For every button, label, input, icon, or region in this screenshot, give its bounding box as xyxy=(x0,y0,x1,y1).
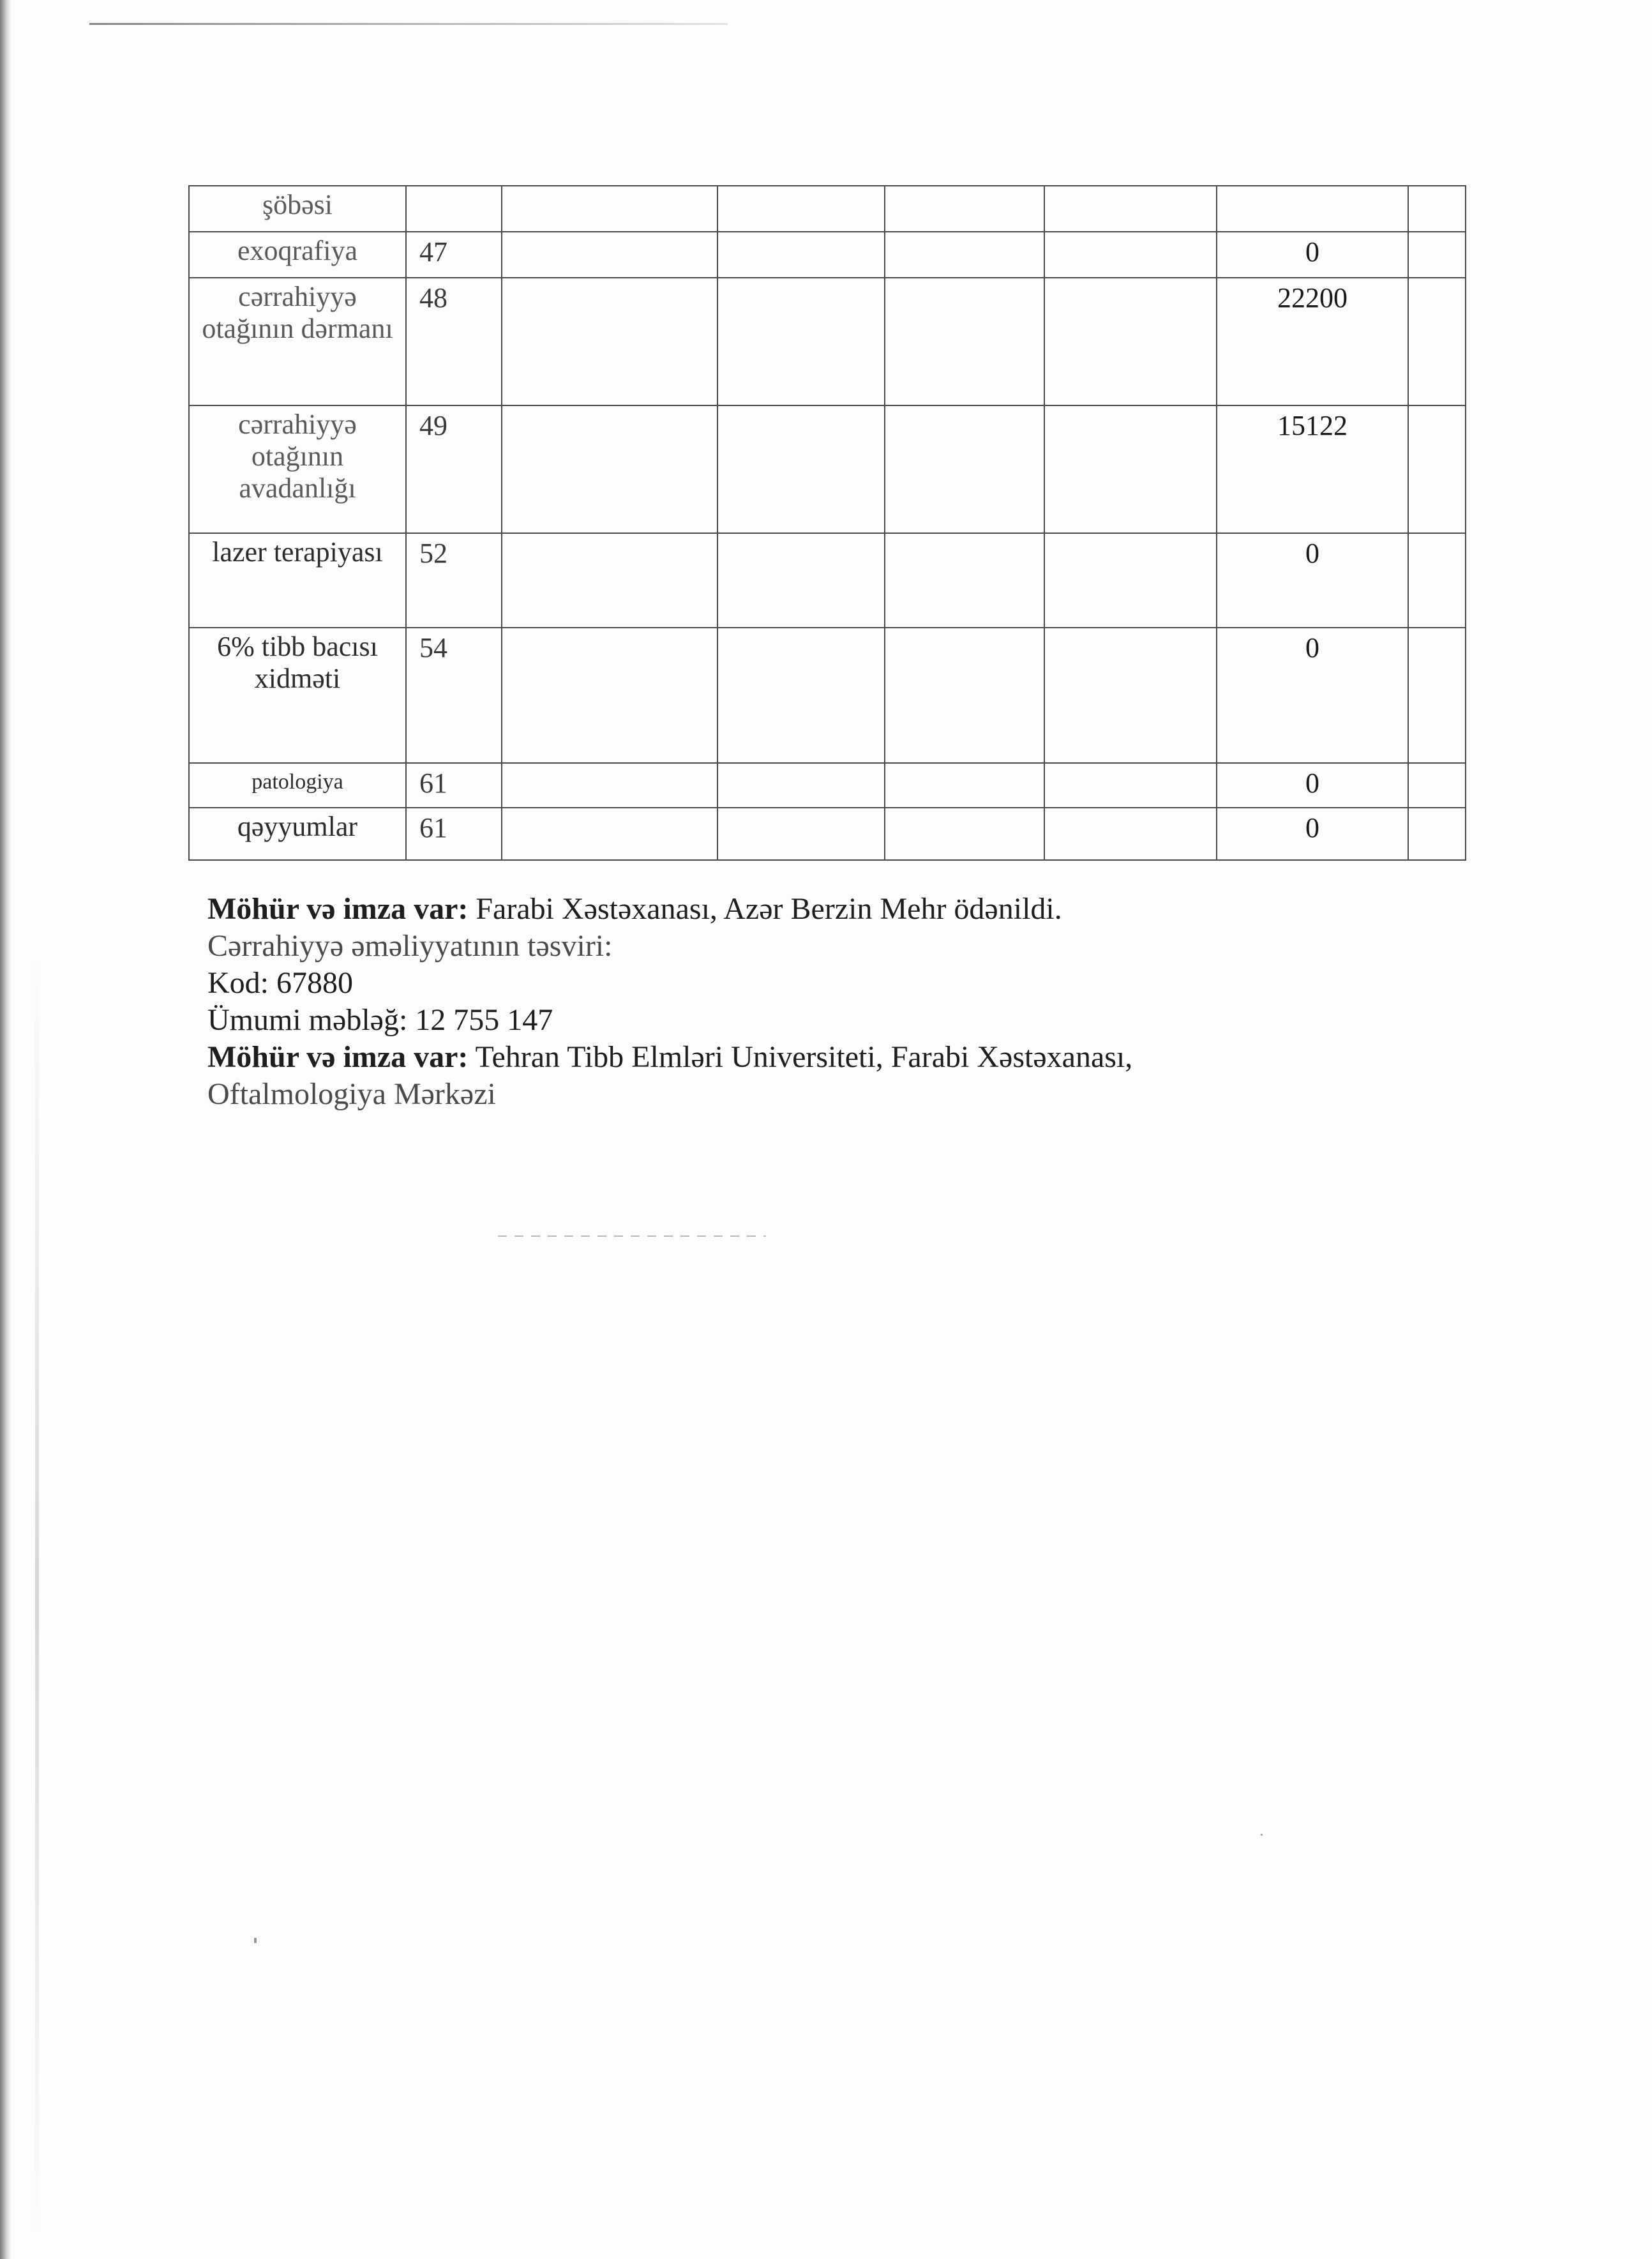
notes-block xyxy=(207,891,1580,1113)
row-amount: 0 xyxy=(1217,628,1408,763)
table-row xyxy=(189,186,1466,232)
row-code: 61 xyxy=(406,808,502,860)
row-name: 6% tibb bacısı xidməti xyxy=(189,628,406,763)
row-code: 61 xyxy=(406,763,502,808)
stamp-line-2 xyxy=(207,1039,1580,1076)
table-row xyxy=(189,232,1466,278)
row-amount: 15122 xyxy=(1217,405,1408,533)
table-row xyxy=(189,533,1466,628)
table-row xyxy=(189,628,1466,763)
table-row xyxy=(189,808,1466,860)
scan-edge-artifact xyxy=(0,0,11,2259)
row-name: cərrahiyyə otağının dərmanı xyxy=(189,278,406,405)
row-code xyxy=(406,186,502,232)
code-line: Kod: 67880 xyxy=(207,966,353,1000)
row-code: 47 xyxy=(406,232,502,278)
row-amount: 0 xyxy=(1217,808,1408,860)
row-name: cərrahiyyə otağının avadanlığı xyxy=(189,405,406,533)
stamp-line-1 xyxy=(207,891,1580,928)
row-amount: 0 xyxy=(1217,533,1408,628)
row-name: qəyyumlar xyxy=(189,808,406,860)
stamp-text: Tehran Tibb Elmləri Universiteti, Farabi Xəstəxanası, xyxy=(468,1040,1133,1074)
row-amount xyxy=(1217,186,1408,232)
row-name: patologiya xyxy=(189,763,406,808)
stamp-text-continued: Oftalmologiya Mərkəzi xyxy=(207,1077,496,1111)
faint-dot-mark xyxy=(1261,1834,1263,1836)
stamp-label: Möhür və imza var: xyxy=(207,1040,469,1074)
total-line: Ümumi məbləğ: 12 755 147 xyxy=(207,1003,553,1037)
surgery-description: Cərrahiyyə əməliyyatının təsviri: xyxy=(207,929,613,963)
scan-top-line-artifact xyxy=(89,23,728,25)
row-amount: 0 xyxy=(1217,763,1408,808)
table-row xyxy=(189,278,1466,405)
scan-shadow-artifact xyxy=(35,958,39,2235)
faint-dot-mark xyxy=(254,1938,257,1943)
faint-dash-mark xyxy=(498,1235,766,1237)
row-name: exoqrafiya xyxy=(189,232,406,278)
table-row xyxy=(189,763,1466,808)
stamp-text: Farabi Xəstəxanası, Azər Berzin Mehr ödənildi. xyxy=(468,892,1062,926)
row-code: 54 xyxy=(406,628,502,763)
row-code: 49 xyxy=(406,405,502,533)
row-code: 52 xyxy=(406,533,502,628)
row-amount: 0 xyxy=(1217,232,1408,278)
row-amount: 22200 xyxy=(1217,278,1408,405)
row-name: şöbəsi xyxy=(189,186,406,232)
row-code: 48 xyxy=(406,278,502,405)
stamp-label: Möhür və imza var: xyxy=(207,892,469,926)
table-row xyxy=(189,405,1466,533)
row-name: lazer terapiyası xyxy=(189,533,406,628)
fee-table xyxy=(188,185,1466,861)
